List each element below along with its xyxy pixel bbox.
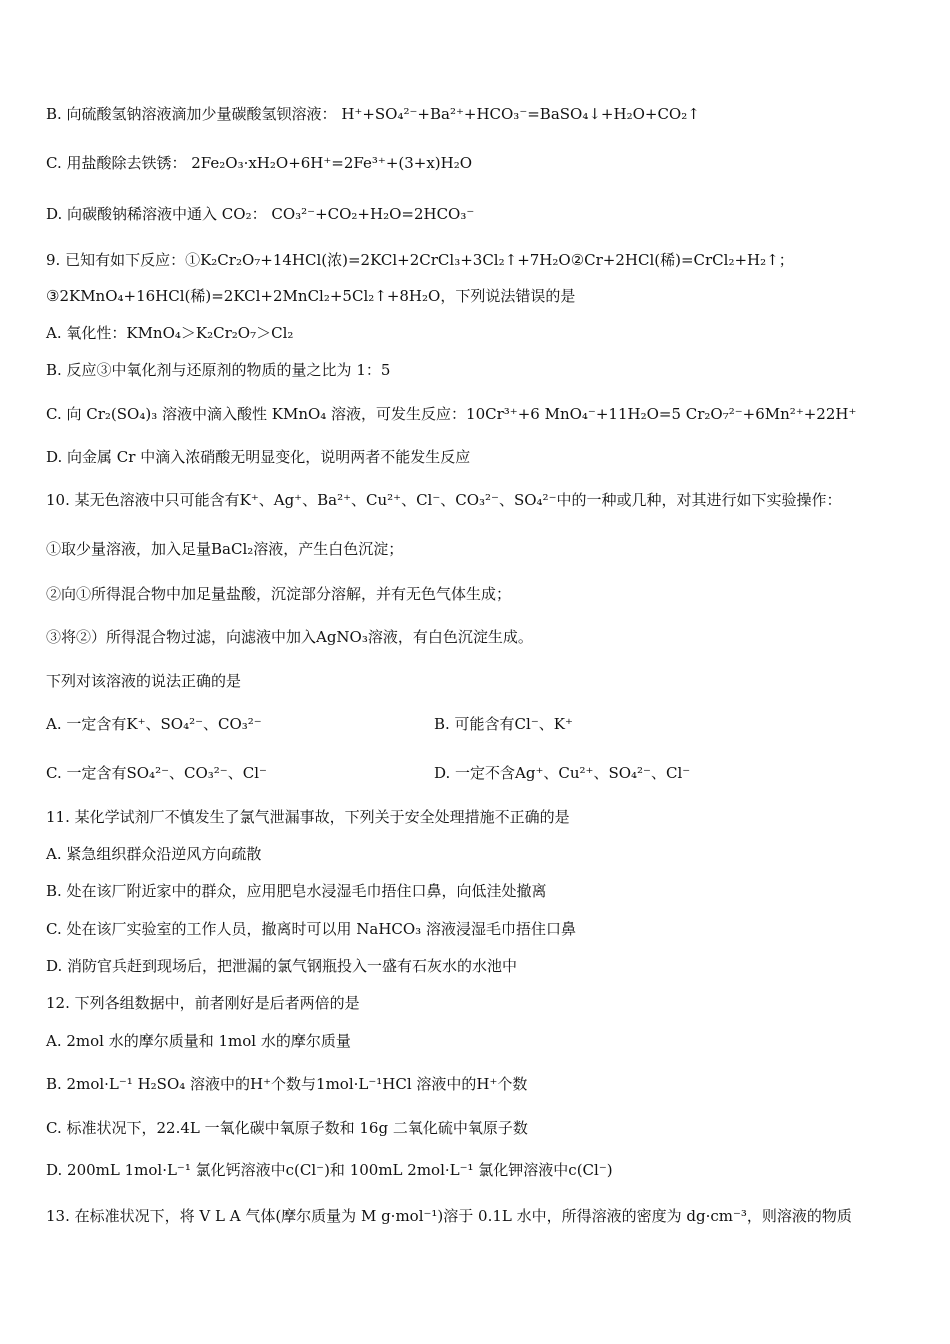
q11-stem: 11. 某化学试剂厂不慎发生了氯气泄漏事故，下列关于安全处理措施不正确的是: [46, 808, 570, 826]
q9-stem-line2: ③2KMnO₄+16HCl(稀)=2KCl+2MnCl₂+5Cl₂↑+8H₂O，下列说法错误的是: [46, 287, 576, 305]
q8-option-d: D. 向碳酸钠稀溶液中通入 CO₂： CO₃²⁻+CO₂+H₂O=2HCO₃⁻: [46, 205, 475, 223]
q9-stem-line1: 9. 已知有如下反应：①K₂Cr₂O₇+14HCl(浓)=2KCl+2CrCl₃+3Cl₂↑+7H₂O②Cr+2HCl(稀)=CrCl₂+H₂↑；: [46, 251, 794, 269]
q8-option-b: B. 向硫酸氢钠溶液滴加少量碳酸氢钡溶液： H⁺+SO₄²⁻+Ba²⁺+HCO₃⁻=BaSO₄↓+H₂O+CO₂↑: [46, 105, 700, 123]
q9-option-b: B. 反应③中氧化剂与还原剂的物质的量之比为 1：5: [46, 361, 391, 379]
q8-option-c: C. 用盐酸除去铁锈： 2Fe₂O₃·xH₂O+6H⁺=2Fe³⁺+(3+x)H₂O: [46, 154, 473, 172]
q10-step-3: ③将②）所得混合物过滤，向滤液中加入AgNO₃溶液，有白色沉淀生成。: [46, 628, 533, 646]
q12-option-c: C. 标准状况下，22.4L 一氧化碳中氧原子数和 16g 二氧化硫中氧原子数: [46, 1119, 528, 1137]
q10-stem: 10. 某无色溶液中只可能含有K⁺、Ag⁺、Ba²⁺、Cu²⁺、Cl⁻、CO₃²⁻、SO₄²⁻中的一种或几种，对其进行如下实验操作：: [46, 491, 842, 509]
q11-option-d: D. 消防官兵赶到现场后，把泄漏的氯气钢瓶投入一盛有石灰水的水池中: [46, 957, 518, 975]
q10-option-d: D. 一定不含Ag⁺、Cu²⁺、SO₄²⁻、Cl⁻: [434, 764, 691, 782]
q10-option-c: C. 一定含有SO₄²⁻、CO₃²⁻、Cl⁻: [46, 764, 267, 782]
q13-stem: 13. 在标准状况下，将 V L A 气体(摩尔质量为 M g·mol⁻¹)溶于 0.1L 水中，所得溶液的密度为 dg·cm⁻³，则溶液的物质: [46, 1207, 852, 1225]
q10-ask: 下列对该溶液的说法正确的是: [46, 672, 242, 690]
q9-option-c: C. 向 Cr₂(SO₄)₃ 溶液中滴入酸性 KMnO₄ 溶液，可发生反应：10Cr³⁺+6 MnO₄⁻+11H₂O=5 Cr₂O₇²⁻+6Mn²⁺+22H⁺: [46, 405, 857, 423]
q11-option-c: C. 处在该厂实验室的工作人员，撤离时可以用 NaHCO₃ 溶液浸湿毛巾捂住口鼻: [46, 920, 576, 938]
q11-option-b: B. 处在该厂附近家中的群众，应用肥皂水浸湿毛巾捂住口鼻，向低洼处撤离: [46, 882, 547, 900]
q9-option-a: A. 氧化性：KMnO₄＞K₂Cr₂O₇＞Cl₂: [46, 324, 294, 342]
q12-option-a: A. 2mol 水的摩尔质量和 1mol 水的摩尔质量: [46, 1032, 351, 1050]
q11-option-a: A. 紧急组织群众沿逆风方向疏散: [46, 845, 262, 863]
q12-option-d: D. 200mL 1mol·L⁻¹ 氯化钙溶液中c(Cl⁻)和 100mL 2mol·L⁻¹ 氯化钾溶液中c(Cl⁻): [46, 1161, 613, 1179]
q10-step-2: ②向①所得混合物中加足量盐酸，沉淀部分溶解，并有无色气体生成；: [46, 585, 512, 603]
q12-stem: 12. 下列各组数据中，前者刚好是后者两倍的是: [46, 994, 360, 1012]
q10-step-1: ①取少量溶液，加入足量BaCl₂溶液，产生白色沉淀；: [46, 540, 404, 558]
q9-option-d: D. 向金属 Cr 中滴入浓硝酸无明显变化，说明两者不能发生反应: [46, 448, 471, 466]
q12-option-b: B. 2mol·L⁻¹ H₂SO₄ 溶液中的H⁺个数与1mol·L⁻¹HCl 溶液中的H⁺个数: [46, 1075, 528, 1093]
q10-option-b: B. 可能含有Cl⁻、K⁺: [434, 715, 573, 733]
q10-option-a: A. 一定含有K⁺、SO₄²⁻、CO₃²⁻: [46, 715, 262, 733]
